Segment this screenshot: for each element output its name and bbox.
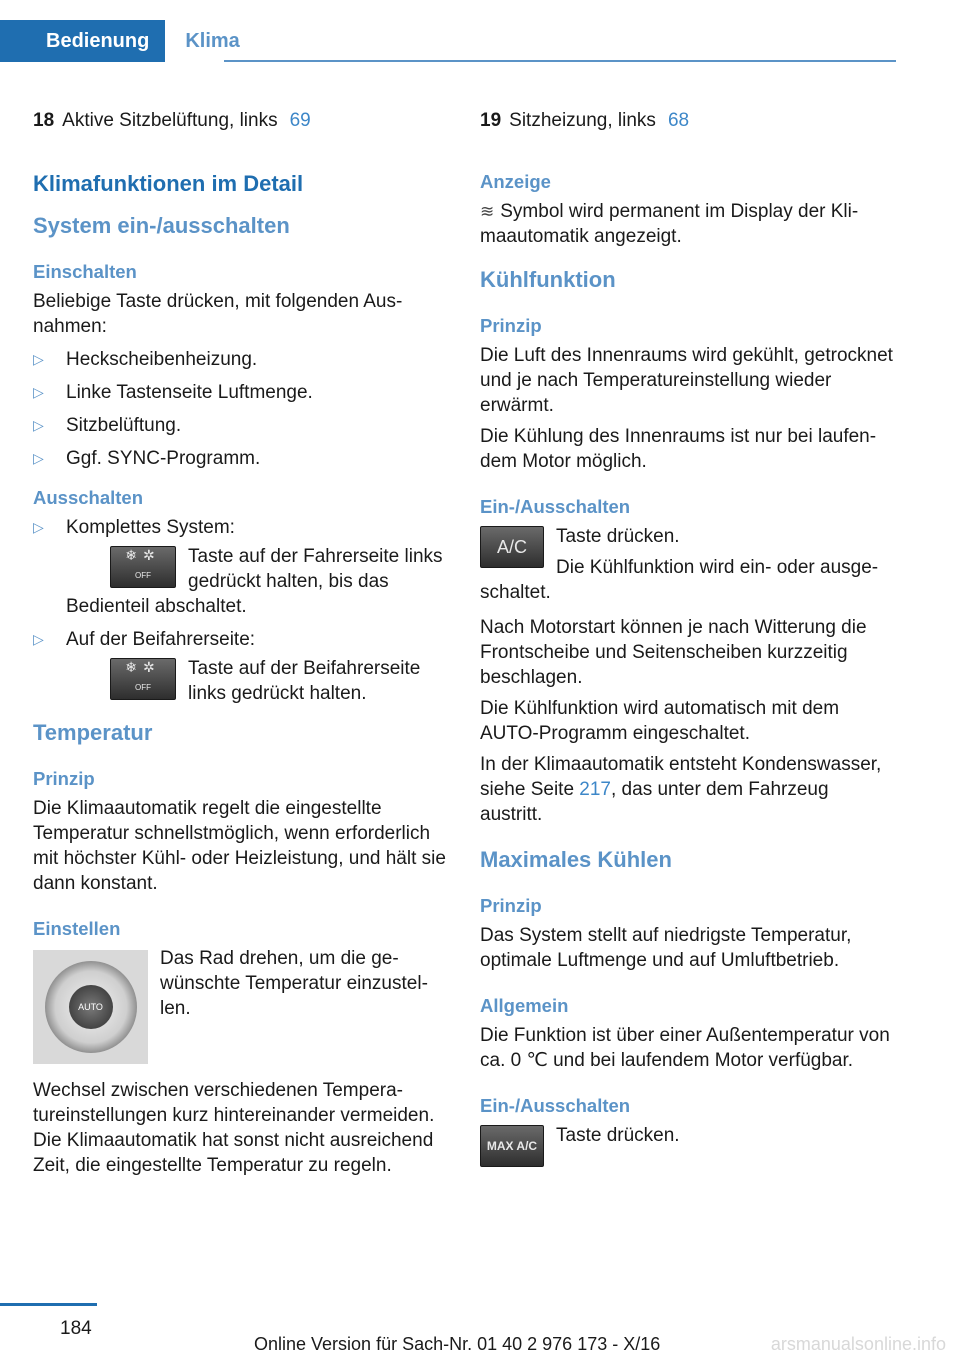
- watermark: arsmanualsonline.info: [770, 1334, 946, 1354]
- paragraph: [480, 199, 896, 249]
- list-item: [33, 380, 449, 405]
- heading-einaus: Ein-/Ausschalten: [480, 1095, 631, 1116]
- paragraph: Beliebige Taste drücken, mit folgenden Ausnahmen:: [33, 291, 403, 337]
- list-item-text: Ggf. SYNC-Programm.: [66, 448, 261, 469]
- list-item-title: Auf der Beifahrerseite:: [66, 629, 256, 650]
- ausschalten-list: [33, 515, 449, 706]
- list-item-text: Heckscheibenheizung.: [66, 349, 258, 370]
- max-ac-button-image: MAX A/C: [480, 1125, 544, 1167]
- anzeige-text: Symbol wird permanent im Display der Klimaautomatik angezeigt.: [480, 201, 859, 247]
- paragraph: Die Kühlfunktion wird automatisch mit dem AUTO-Programm eingeschaltet.: [480, 698, 840, 744]
- item-text: Aktive Sitzbelüftung, links: [62, 110, 278, 131]
- triangle-bullet-icon: ▷: [33, 519, 44, 535]
- button-description: [66, 544, 449, 619]
- off-label: OFF: [135, 570, 151, 580]
- seat-heating-icon: ≋: [480, 202, 495, 221]
- header-rule: [224, 60, 896, 62]
- auto-button: AUTO: [69, 985, 113, 1029]
- page-link[interactable]: 69: [289, 110, 311, 131]
- fan-off-icon: ❄✲: [125, 546, 161, 563]
- off-label: OFF: [135, 682, 151, 692]
- fan-off-icon: ❄✲: [125, 658, 161, 675]
- paragraph: Die Kühlfunktion wird ein- oder ausgeschaltet.: [480, 557, 879, 603]
- paragraph: Das Rad drehen, um die gewünschte Temperatur einzustellen.: [160, 948, 428, 1019]
- heading-prinzip: Prinzip: [480, 315, 542, 336]
- knob-block: [33, 946, 449, 1072]
- description-text: Taste auf der Fahrerseite links gedrückt halten, bis das Bedienteil abschaltet.: [66, 546, 443, 617]
- off-button-image: [110, 546, 176, 588]
- list-item-title: Komplettes System:: [66, 517, 235, 538]
- page-link[interactable]: 68: [667, 110, 690, 131]
- paragraph: [480, 752, 896, 827]
- ac-button-image: A/C: [480, 526, 544, 568]
- page-number: 184: [60, 1318, 92, 1339]
- paragraph: Wechsel zwischen verschiedenen Temperatureinstellungen kurz hintereinander vermeiden. Die Klimaautomatik hat sonst nicht ausreichend Zeit, die eingestellte Temperatur zu regeln.: [33, 1080, 435, 1176]
- ac-button-block: [480, 524, 896, 605]
- knob-ring: [45, 961, 137, 1053]
- heading-einaus: Ein-/Ausschalten: [480, 496, 631, 517]
- header-tabs: [0, 20, 260, 62]
- heading-ausschalten: Ausschalten: [33, 487, 144, 508]
- text-fragment: In der Klimaautomatik entsteht Kondenswasser, siehe Seite: [480, 754, 882, 800]
- subsection-title: Kühlfunktion: [480, 267, 616, 292]
- paragraph: Taste drücken.: [556, 1125, 680, 1146]
- list-item: [33, 627, 449, 706]
- heading-einstellen: Einstellen: [33, 918, 121, 939]
- heading-einschalten: Einschalten: [33, 261, 137, 282]
- description-text: Taste auf der Beifahrerseite links gedrückt halten.: [188, 658, 421, 704]
- right-column: [480, 108, 896, 1171]
- online-version: Online Version für Sach-Nr. 01 40 2 976 173 - X/16: [254, 1334, 661, 1354]
- off-button-image: [110, 658, 176, 700]
- item-number: 18: [33, 110, 55, 131]
- button-description: [66, 656, 449, 706]
- footer-rule: [0, 1303, 97, 1306]
- temperature-knob-image: [33, 950, 148, 1064]
- triangle-bullet-icon: ▷: [33, 351, 44, 367]
- list-item-19: [480, 108, 896, 133]
- text-fragment: , das unter dem Fahrzeug austritt.: [480, 779, 829, 825]
- subsection-title: Maximales Kühlen: [480, 847, 672, 872]
- paragraph: Die Kühlung des Innenraums ist nur bei laufendem Motor möglich.: [480, 426, 877, 472]
- heading-anzeige: Anzeige: [480, 171, 551, 192]
- list-item: [33, 413, 449, 438]
- triangle-bullet-icon: ▷: [33, 450, 44, 466]
- paragraph: Die Luft des Innenraums wird gekühlt, getrocknet und je nach Temperatureinstellung wieder erwärmt.: [480, 345, 893, 416]
- list-item: [33, 515, 449, 619]
- tab-klima[interactable]: Klima: [185, 29, 240, 52]
- paragraph: Taste drücken.: [556, 526, 680, 547]
- triangle-bullet-icon: ▷: [33, 631, 44, 647]
- section-title: Klimafunktionen im Detail: [33, 171, 304, 196]
- heading-allgemein: Allgemein: [480, 995, 569, 1016]
- list-item-text: Linke Tastenseite Luftmenge.: [66, 382, 313, 403]
- heading-prinzip: Prinzip: [33, 768, 95, 789]
- list-item: [33, 446, 449, 471]
- exception-list: [33, 347, 449, 471]
- list-item: [33, 347, 449, 372]
- page-link[interactable]: 217: [579, 779, 611, 800]
- maxac-button-block: [480, 1123, 896, 1171]
- paragraph: Das System stellt auf niedrigste Temperatur, optimale Luftmenge und auf Umluftbetrieb.: [480, 925, 852, 971]
- tab-bedienung[interactable]: Bedienung: [0, 20, 165, 62]
- paragraph: Die Funktion ist über einer Außentemperatur von ca. 0 ℃ und bei laufendem Motor verfügbar.: [480, 1025, 890, 1071]
- paragraph: Die Klimaautomatik regelt die eingestellte Temperatur schnellstmöglich, wenn erforderlich mit höchster Kühl- oder Heizleistung, und hält sie dann konstant.: [33, 798, 446, 894]
- item-text: Sitzheizung, links: [509, 110, 656, 131]
- heading-prinzip: Prinzip: [480, 895, 542, 916]
- triangle-bullet-icon: ▷: [33, 417, 44, 433]
- subsection-title: Temperatur: [33, 720, 153, 745]
- list-item-18: [33, 108, 449, 133]
- left-column: [33, 108, 449, 1178]
- subsection-title: System ein-/ausschalten: [33, 213, 290, 238]
- triangle-bullet-icon: ▷: [33, 384, 44, 400]
- list-item-text: Sitzbelüftung.: [66, 415, 182, 436]
- paragraph: Nach Motorstart können je nach Witterung die Frontscheibe und Seitenscheiben kurzzeitig beschlagen.: [480, 617, 867, 688]
- item-number: 19: [480, 110, 502, 131]
